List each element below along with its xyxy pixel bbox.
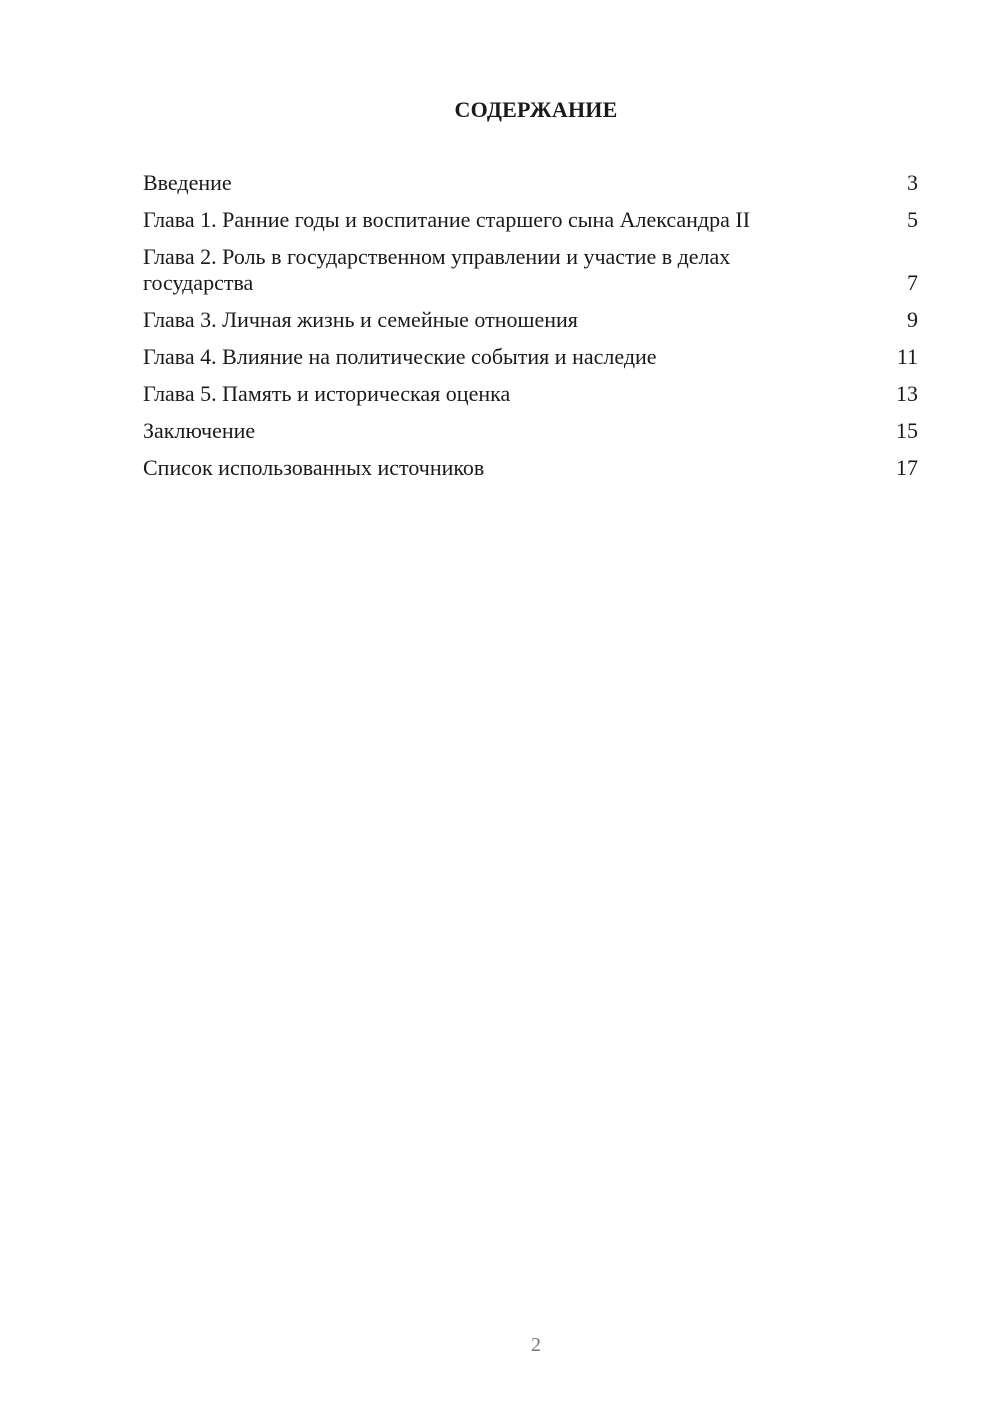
toc-entry-chapter-4 bbox=[143, 344, 918, 370]
toc-entry-chapter-3 bbox=[143, 307, 918, 333]
toc-entry-chapter-5 bbox=[143, 381, 918, 407]
toc-entry-text: Глава 4. Влияние на политические события и наследие bbox=[143, 344, 657, 369]
toc-entry-text: Глава 5. Память и историческая оценка bbox=[143, 381, 511, 406]
toc-entry-chapter-2 bbox=[143, 244, 918, 296]
toc-entry-conclusion bbox=[143, 418, 918, 444]
toc-entry-text: Введение bbox=[143, 170, 232, 195]
toc-entry-text: Список использованных источников bbox=[143, 455, 485, 480]
table-of-contents bbox=[143, 170, 918, 492]
toc-entry-page: 15 bbox=[896, 418, 918, 443]
toc-entry-page: 13 bbox=[896, 381, 918, 406]
toc-entry-chapter-1 bbox=[143, 207, 918, 233]
toc-entry-text: Глава 1. Ранние годы и воспитание старшего сына Александра II bbox=[143, 207, 751, 232]
toc-entry-page: 3 bbox=[907, 170, 918, 195]
toc-entry-page: 9 bbox=[907, 307, 918, 332]
toc-entry-page: 5 bbox=[907, 207, 918, 232]
toc-entry-page: 17 bbox=[896, 455, 918, 480]
toc-title: СОДЕРЖАНИЕ bbox=[454, 97, 618, 122]
toc-entry-page: 11 bbox=[896, 344, 918, 369]
toc-entry-references bbox=[143, 455, 918, 481]
toc-entry-page: 7 bbox=[907, 270, 918, 295]
toc-entry-text: Заключение bbox=[143, 418, 256, 443]
toc-entry-text: Глава 3. Личная жизнь и семейные отношения bbox=[143, 307, 578, 332]
toc-entry-text: Глава 2. Роль в государственном управлении и участие в делах государства bbox=[143, 244, 731, 295]
page-number: 2 bbox=[531, 1334, 541, 1356]
toc-entry-introduction bbox=[143, 170, 918, 196]
